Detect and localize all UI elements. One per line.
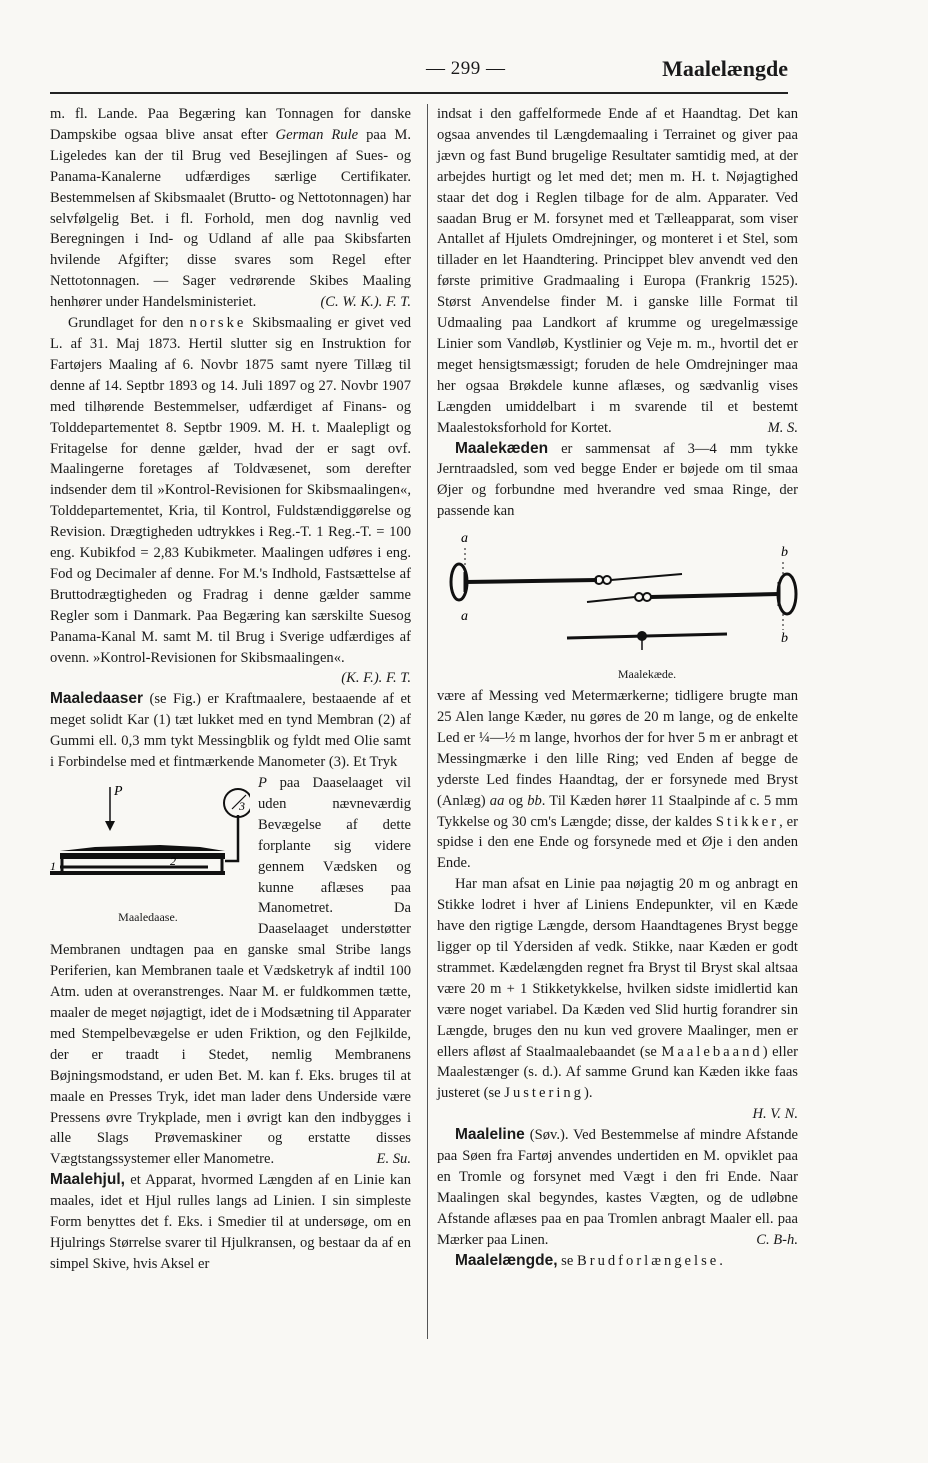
norwegian-spaced: norske bbox=[189, 315, 247, 332]
signature: E. Su. bbox=[376, 1151, 411, 1168]
maaledaaser-text-a: (se Fig.) er Kraftmaalere, bestaaende af et meget solidt Kar (1) tæt lukket med en tynd Membran (2) af Gummi ell. 0,3 mm tykt Messingblik og fyldt med Olie samt i Forbindelse med et fintmærkende Manometer (3). Et Tryk bbox=[50, 691, 411, 771]
left-column bbox=[50, 104, 411, 1275]
maalekaeden-text-c: . Til Kæden hører 11 Staalpinde af c. 5 mm Tykkelse og 30 cm's Længde; disse, der kaldes bbox=[437, 792, 799, 830]
signature: C. B-h. bbox=[756, 1231, 798, 1248]
right-column bbox=[437, 104, 798, 1272]
tonnage-text-a: m. fl. Lande. Paa Begæring kan Tonnagen for danske Dampskibe ogsaa blive ansat efter bbox=[50, 106, 411, 143]
maalelaengde-entry bbox=[437, 1251, 798, 1272]
maalekaeden-text-a: er sammensat af 3—4 mm tykke Jerntraadsled, som ved begge Ender er bøjede om til smaa Øjer og forbundne med hverandre ved smaa Ringe, der passende kan bbox=[437, 440, 798, 520]
maalelaengde-end: . bbox=[719, 1252, 723, 1269]
signature: (C. W. K.). F. T. bbox=[320, 294, 411, 311]
norwegian-paragraph bbox=[50, 313, 411, 687]
label-a-top: a bbox=[461, 531, 468, 547]
figure-caption: Maaledaase. bbox=[118, 910, 178, 924]
maalehjul-entry bbox=[50, 1170, 411, 1275]
maalelaengde-se: se bbox=[557, 1252, 577, 1269]
justering-spaced: Justering bbox=[504, 1085, 584, 1102]
maalehjul-text: et Apparat, hvormed Længden af en Linie kan maales, idet et Hjul rulles langs ad Linien. I sin simpleste Form benyttes det f. Eks. i Smedier til at undersøge, om en Hjulrings Størrelse svarer til Hjulkransen, og bestaar da af en simpel Skive, hvis Aksel er bbox=[50, 1172, 411, 1272]
maaledaaser-text-b: paa Daaselaaget vil uden nævneværdig Bevægelse af dette forplante sig videre gennem Vædsken og kunne aflæses paa Manometret. Da Daaselaaget understøtter Membranen undtagen paa en ganske smal Stribe langs Periferien, kan Membranen taale et Vædsketryk af indtil 100 Atm. uden at overanstrenges. Naar M. er fuldkommen tætte, maaler de meget nøjagtigt, idet de i Modsætning til Apparater med Stempelbevægelse er uden Friktion, og den Fejlkilde, der er traadt i Stedet, nemlig Membranens Bøjningsmodstand, er uden Bet. M. kan f. Eks. bruges til at maale en Presses Tryk, idet man lader dens Underside være Pressens øvre Trykplade, men i øvrigt kan den indbygges i alle Slags Prøvemaskiner og erstatte disses Vægtstangssystemer eller Manometre. bbox=[50, 775, 411, 1168]
label-b-top: b bbox=[781, 545, 788, 561]
figure-maaledaase bbox=[50, 777, 250, 927]
maalekaeden-og: og bbox=[504, 792, 528, 809]
page-number: — 299 — bbox=[426, 58, 506, 79]
chain-text-c: ). bbox=[583, 1085, 593, 1102]
tonnage-paragraph bbox=[50, 104, 411, 313]
figure-caption: Maalekæde. bbox=[617, 667, 677, 682]
chain-paragraph bbox=[437, 874, 798, 1104]
maalehjul-cont-text: indsat i den gaffelformede Ende af et Haandtag. Det kan ogsaa anvendes til Længdemaaling i Terrainet og giver paa jævn og fast Bund brugelige Resultater samtidig med, at der arbejdes hurtigt og let med det; men m. H. t. Nøjagtighed staar det dog i Reglen tilbage for de alm. Apparater. Ved saadan Brug er M. forsynet med et Tælleapparat, som viser Antallet af Hjulets Omdrejninger, og monteret i et Stel, som tillader en let Haandtering. Princippet blev anvendt ved den første primitive Gradmaaling i Europa (Frankrig 1525). Størst Anvendelse finder M. i ganske lille Format til Udmaaling paa Landkort af krumme og uregelmæssige Linier som Vandløb, Kystlinier og Veje m. m., hvortil det er meget hensigtsmæssigt; foruden de hele Omdrejninger maa her ogsaa Brøkdele kunne aflæses, og sædvanlig vises Længden umiddelbart i m svarende til et bestemt Maalestoksforhold for Kortet. bbox=[437, 106, 798, 436]
maaledaaser-p: P bbox=[258, 775, 267, 791]
chain-text-a: Har man afsat en Linie paa nøjagtig 20 m og anbragt en Stikke lodret i hver af Liniens Endepunkter, vil en Kæde have den rigtige Længde, dersom Haandtagenes Bryst begge ligger op til Ydersiden af vedk. Stikke, naar Kæden er godt strammet. Kædelængden regnet fra Bryst til Bryst skal altsaa være 20 m + 1 Stikketykkelse, hvilken sidste imidlertid kan være noget variabel. Da Kæden ved Slid hurtig forandrer sin Længde, bruges den nu kun ved grovere Maalinger, men er ellers afløst af Staalmaalebaandet (se bbox=[437, 876, 798, 1060]
maaledaase-diagram bbox=[50, 777, 250, 907]
maalekaeden-text-b: være af Messing ved Metermærkerne; tidligere brugte man 25 Alen lange Kæder, nu gøres de 20 m lange, og de enkelte Led er ¼—½ m lange, hvorhos der for hver 5 m er anbragt et Messingmærke i den lille Ring; ved Enden af begge de yderste Led findes Haandtag, der er forsynede med Bryst (Anlæg) bbox=[437, 688, 798, 809]
chain-text-b: ) eller Maalestænger (s. d.). Af samme Grund kan Kæden ikke faas justeret (se bbox=[437, 1043, 798, 1102]
headword-maaleline: Maaleline bbox=[455, 1126, 525, 1144]
signature: H. V. N. bbox=[752, 1106, 798, 1123]
tonnage-italic: German Rule bbox=[275, 126, 359, 143]
maaledaaser-entry bbox=[50, 689, 411, 773]
norwegian-text-a: Grundlaget for den bbox=[68, 315, 190, 332]
maalekaede-diagram bbox=[437, 530, 798, 662]
maalekaeden-text-d: , er spidse i den ene Ende og forsynede med et Øje i den anden Ende. bbox=[437, 813, 798, 872]
headword-maalelaengde: Maalelængde, bbox=[455, 1251, 558, 1269]
headword-maalehjul: Maalehjul, bbox=[50, 1171, 125, 1189]
headword-maalekaeden: Maalekæden bbox=[455, 439, 549, 457]
label-b-bottom: b bbox=[781, 631, 788, 647]
headword-maaledaaser: Maaledaaser bbox=[50, 690, 144, 708]
figure-maalekaede bbox=[437, 530, 798, 680]
label-p: P bbox=[114, 784, 123, 799]
column-divider bbox=[427, 104, 428, 1339]
maalekaeden-entry bbox=[437, 439, 798, 523]
page-header bbox=[50, 56, 788, 88]
label-3: 3 bbox=[239, 799, 245, 813]
maalekaeden-bb: bb bbox=[527, 792, 542, 809]
maalekaeden-aa: aa bbox=[489, 792, 505, 809]
label-2: 2 bbox=[170, 854, 176, 868]
label-a-bottom: a bbox=[461, 609, 468, 625]
maalebaand-spaced: Maalebaand bbox=[661, 1043, 763, 1060]
maalehjul-continued bbox=[437, 104, 798, 439]
maaleline-entry bbox=[437, 1125, 798, 1250]
signature: M. S. bbox=[767, 419, 798, 436]
maaleline-text: (Søv.). Ved Bestemmelse af mindre Afstande paa Søen fra Fartøj anvendes undertiden en M. opviklet paa en Tromle og forsynet med Vægt i den fri Ende. Naar Maalingen skal begyndes, kastes Vægten, og de udløbne Afstande aflæses paa en paa Tromlen anbragt Maaler ell. paa Mærker paa Linen. bbox=[437, 1127, 798, 1248]
tonnage-text-b: paa M. Ligeledes kan der til Brug ved Besejlingen af Sues- og Panama-Kanalerne udfærdiges særlige Certifikater. Bestemmelsen af Skibsmaalet (Brutto- og Nettotonnagen) har selvfølgelig Bet. i fl. Forhold, men dog navnlig ved Beregningen i Ind- og Udland af alle paa Skibsfarten hvilende Afgifter; disse svares som Regel efter Nettotonnagen. — Sager vedrørende Skibes Maaling henhører under Handelsministeriet. bbox=[50, 126, 411, 311]
cross-reference: Brudforlængelse bbox=[576, 1252, 720, 1269]
header-rule bbox=[50, 92, 788, 94]
norwegian-text-b: Skibsmaaling er givet ved L. af 31. Maj 1873. Hertil slutter sig en Instruktion for Fartøjers Maaling af 6. Novbr 1875 samt nyere Tillæg til denne af 14. Septbr 1893 og 14. Juli 1897 og 27. Novbr 1907 med tilhørende Bestemmelser, udfærdiget af Finans- og Tolddepartementet 8. Septbr 1909. M. H. t. Maalepligt og Fritagelse for denne gælder, hvad der er sagt ovf. Maalingerne foretages af Toldvæsenet, som derefter indsender dem til »Kontrol-Revisionen for Skibsmaalingen«, Tolddepartementet, Kria, til Kontrol, Fuldstændiggørelse og Revision. Drægtigheden udtrykkes i Reg.-T. 1 Reg.-T. = 100 eng. Kubikfod = 2,83 Kubikmeter. Maalingen udføres i eng. Fod og Decimaler af denne. For M.'s Indhold, Fastsættelse af Bruttodrægtigheden og Fradrag i denne gælder samme Regler som i Danmark. Paa Begæring kan særskilte Suesog Panama-Kanal M. samt M. til Brug i Sverige udfærdiges af ovenn. »Kontrol-Revisionen for Skibsmaalingen«. bbox=[50, 315, 411, 666]
label-1: 1 bbox=[50, 859, 56, 873]
maalekaeden-continued bbox=[437, 686, 798, 874]
signature: (K. F.). F. T. bbox=[341, 670, 411, 687]
signature-line bbox=[437, 1104, 798, 1125]
running-head: Maalelængde bbox=[662, 56, 788, 81]
stikker-spaced: Stikker bbox=[715, 813, 780, 830]
